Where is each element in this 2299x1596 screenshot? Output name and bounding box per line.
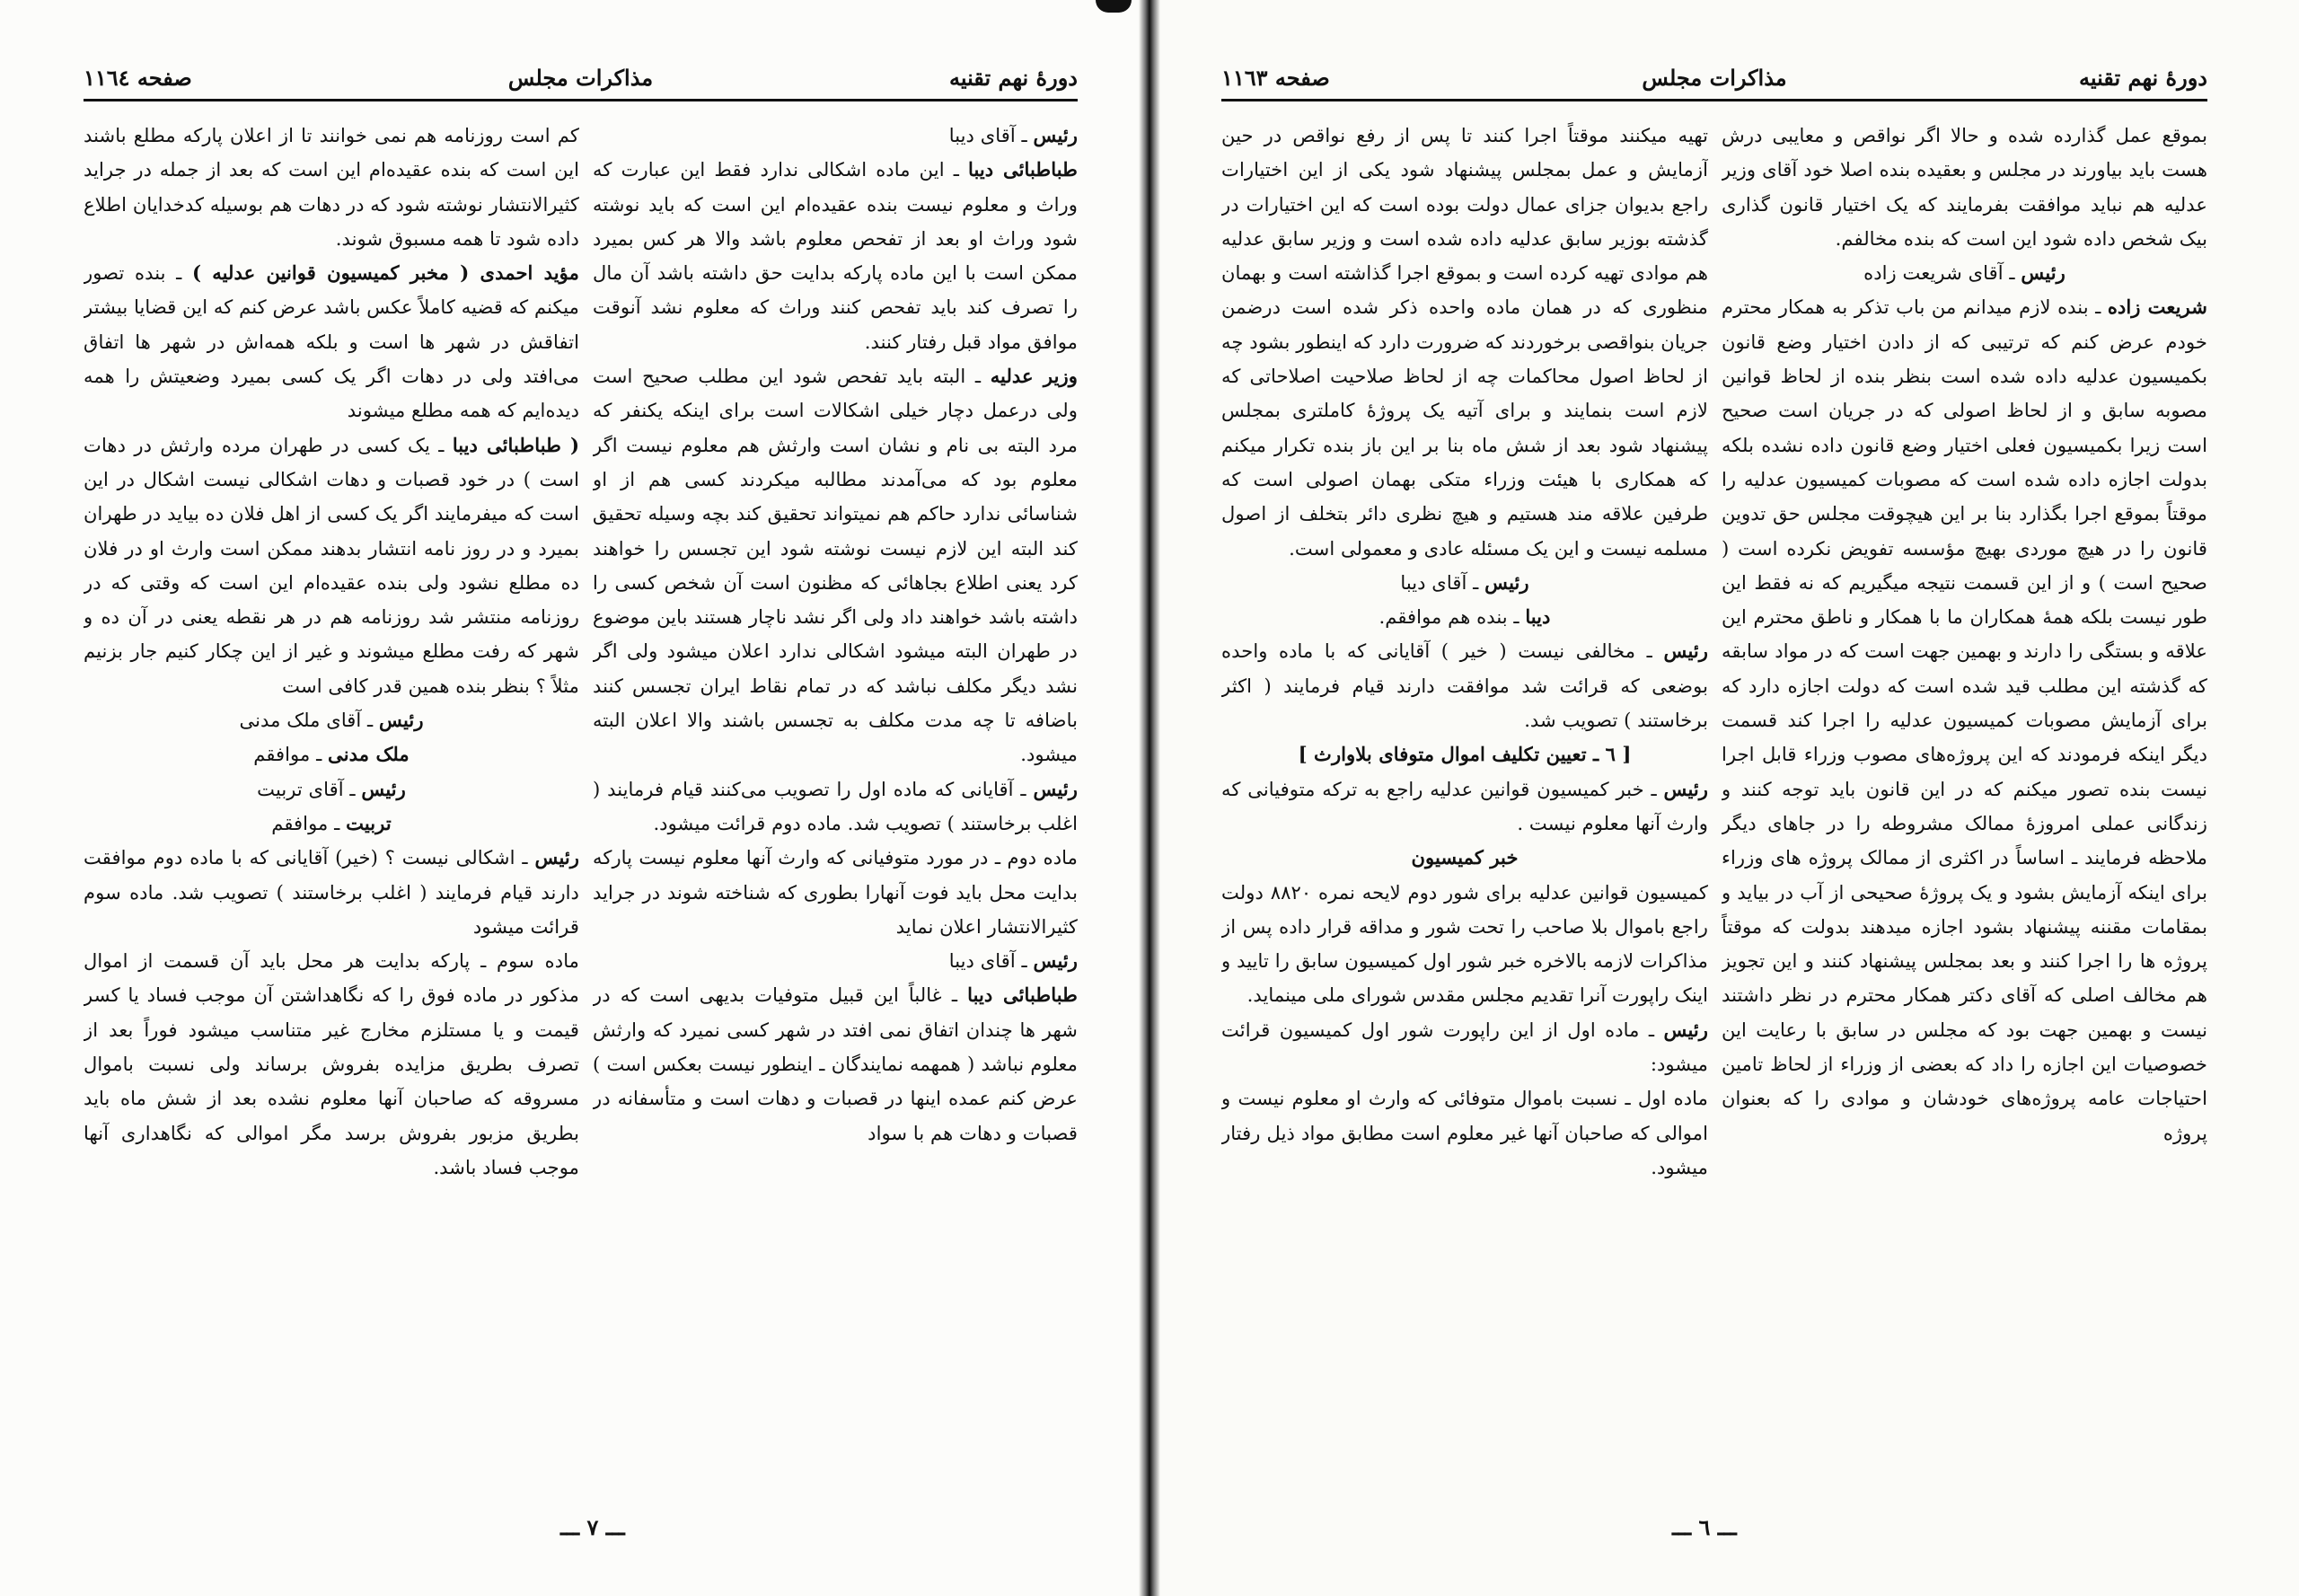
speaker-name: تربیت [346, 811, 392, 834]
speaker-name: طباطبائی دیبا [968, 158, 1078, 181]
paragraph [593, 359, 1078, 772]
paragraph [593, 772, 1078, 842]
left-page-right-column [593, 119, 1078, 1524]
speaker-name: رئیس [1033, 949, 1078, 973]
paragraph [593, 978, 1078, 1150]
paragraph [593, 841, 1078, 944]
paragraph-text: کم است روزنامه هم نمی خوانند تا از اعلان پارکه مطلع باشند این است که بنده عقیده‌ام این است که بعد از جمله در جراید کثیرالانتشار نوشته شود که در دهات هم بوسیله کدخدایان اطلاع داده شود تا همه مسبوق شوند. [84, 124, 579, 250]
paragraph-text: ـ آقای دیبا [1400, 570, 1479, 594]
paragraph-text: ـ خبر کمیسیون قوانین عدلیه راجع به ترکه متوفیانی که وارث آنها معلوم نیست . [1221, 777, 1708, 834]
speaker-name: رئیس [379, 709, 424, 732]
left-header-title: مذاکرات مجلس [507, 65, 654, 91]
speaker-name: رئیس [1484, 570, 1529, 594]
paragraph-text: ـ این ماده اشکالی ندارد فقط این عبارت که وراث و معلوم نیست بنده عقیده‌ام این است که باید نوشته شود وراث او بعد از تفحص معلوم باشد والا هر کس بمیرد ممکن است با این ماده پارکه بدایت حق داشته باشد آن مال را تصرف کند باید تفحص کنند وراث که معلوم نشد آنوقت موافق مواد قبل رفتار کنند. [593, 158, 1078, 353]
left-header-page-number: صفحه ۱۱٦٤ [84, 65, 192, 91]
paragraph-text: ـ بنده تصور میکنم که قضیه کاملاً عکس باشد عرض کنم که این قضایا بیشتر اتفاقش در شهر ها است و بلکه همه‌اش در شهر ها اتفاق می‌افتد ولی در دهات اگر یک کسی بمیرد وضعیتش را همه دیده‌ایم که همه مطلع میشوند [84, 261, 579, 422]
paragraph-text: ـ آقای دیبا [948, 124, 1027, 146]
left-page-left-column [84, 119, 579, 1524]
paragraph [84, 841, 579, 944]
left-page [0, 0, 1139, 1596]
paragraph [1221, 772, 1708, 842]
right-page-left-column [1221, 119, 1708, 1524]
right-page-right-column [1722, 119, 2207, 1524]
paragraph-text: ماده دوم ـ در مورد متوفیانی که وارث آنها معلوم نیست پارکه بدایت محل باید فوت آنهارا بطوری که شناخته شوند در جراید کثیرالانتشار اعلان نماید [593, 846, 1078, 938]
right-header-title: مذاکرات مجلس [1642, 65, 1787, 91]
paragraph-text: ـ البته باید تفحص شود این مطلب صحیح است ولی درعمل دچار خیلی اشکالات است برای اینکه یکنفر که مرد البته بی نام و نشان است وارثش هم معلوم نیست اگر معلوم بود که می‌آمدند مطالبه میکردند کسی هم از او شناسائی ندارد حاکم هم نمیتواند تحقیق کند بچه وسیله تحقیق کند البته این لازم نیست نوشته شود این تجسس را خواهند کرد یعنی اطلاع بجاهائی که مظنون است آن شخص کسی را داشته باشد خواهند داد ولی اگر نشد ناچار هستند باین موضوع در طهران البته میشود اشکالی ندارد اعلان میشود ولی اگر نشد دیگر مکلف نباشد که در تمام نقاط ایران تجسس کنند باضافه تا چه مدت مکلف به تجسس باشند والا اعلان البته میشود. [593, 365, 1078, 766]
right-page [1160, 0, 2299, 1596]
paragraph-text: ماده اول ـ نسبت باموال متوفائی که وارث او معلوم نیست و اموالی که صاحبان آنها غیر معلوم است مطابق مواد ذیل رفتار میشود. [1221, 1087, 1708, 1178]
right-header-page-number: صفحه ۱۱٦٣ [1221, 65, 1330, 91]
paragraph-text: ـ موافقم [271, 811, 340, 834]
paragraph [593, 944, 1078, 978]
paragraph [1221, 600, 1708, 634]
paragraph [593, 119, 1078, 153]
right-page-header [1221, 59, 2207, 101]
speaker-name: رئیس [2021, 261, 2066, 285]
paragraph-text: ـ مخالفی نیست ( خیر ) آقایانی که با ماده واحده بوضعی که قرائت شد موافقت دارند قیام فرمایند ( اکثر برخاستند ) تصویب شد. [1221, 639, 1708, 732]
paragraph [1722, 290, 2207, 1150]
paragraph [1221, 119, 1708, 566]
paragraph-text: ـ غالباً این قبیل متوفیات بدیهی است که در شهر ها چندان اتفاق نمی افتد در شهر کسی نمیرد که وارثش معلوم نباشد ( همهمه نمایندگان ـ اینطور نیست بعکس است ) عرض کنم عمده اینها در قصبات و دهات است و متأسفانه در قصبات و دهات هم با سواد [593, 983, 1078, 1144]
paragraph-text: ـ آقای ملک مدنی [239, 709, 374, 732]
speaker-name: رئیس [534, 846, 579, 869]
paragraph [84, 737, 579, 772]
paragraph [1722, 119, 2207, 256]
paragraph-text: بموقع عمل گذارده شده و حالا اگر نواقص و معایبی درش هست باید بیاورند در مجلس و بعقیده بنده اصلا خود آقای وزیر عدلیه هم نباید موافقت بفرمایند که یک اختیار قانون گذاری بیک شخص داده شود این است که بنده مخالفم. [1722, 124, 2207, 250]
speaker-name: رئیس [1033, 777, 1078, 800]
speaker-name: رئیس [1663, 639, 1708, 663]
paragraph [1221, 566, 1708, 600]
paragraph [84, 807, 579, 841]
speaker-name: ( طباطبائی دیبا [452, 433, 579, 456]
book-spine [1139, 0, 1160, 1596]
paragraph [593, 153, 1078, 359]
section-title: خبر کمیسیون [1411, 846, 1519, 869]
speaker-name: دیبا [1525, 605, 1551, 629]
paragraph [1722, 256, 2207, 290]
speaker-name: وزیر عدلیه [990, 365, 1078, 388]
speaker-name: رئیس [1033, 124, 1078, 146]
paragraph [84, 119, 579, 256]
paragraph-text: ـ آقای شریعت زاده [1863, 261, 2015, 285]
paragraph [84, 428, 579, 703]
paragraph [1221, 634, 1708, 737]
paragraph [84, 256, 579, 428]
paragraph-text: ـ آقای دیبا [948, 949, 1027, 973]
speaker-name: شریعت زاده [2107, 295, 2207, 319]
speaker-name: مؤید احمدی ( مخبر کمیسیون قوانین عدلیه ) [191, 261, 579, 285]
speaker-name: رئیس [1663, 1018, 1708, 1041]
left-header-session: دورهٔ نهم تقنیه [948, 65, 1078, 91]
left-page-header [84, 59, 1078, 101]
paragraph [1221, 876, 1708, 1013]
speaker-name: طباطبائی دیبا [967, 983, 1078, 1007]
paragraph [84, 703, 579, 737]
speaker-name: رئیس [1663, 777, 1708, 800]
paragraph-text: تهیه میکنند موقتاً اجرا کنند تا پس از رفع نواقص در حین آزمایش و عمل بمجلس پیشنهاد شود یکی از این اختیارات راجع بدیوان جزای عمال دولت بوده است که این اختیارات در گذشته بوزیر سابق عدلیه داده شده است و وزیر سابق عدلیه هم موادی تهیه کرده است و بموقع اجرا گذاشته است و بهمان منظوری که در همان ماده واحده ذکر شده است درضمن جریان بنواقصی برخوردند که ضرورت دارد که اینطور بشود چه از لحاظ اصول محاکمات چه از لحاظ صلاحیت اصلاحاتی که لازم است بنمایند و برای آتیه یک پروژهٔ کاملتری بمجلس پیشنهاد شود بعد از شش ماه بنا بر این باز بنده تکرار میکنم که همکاری با هیئت وزراء متکی بهمان اصولی است که طرفین علاقه مند هستیم و هیچ نظری دائر بتخلف از اصول مسلمه نیست و این یک مسئله عادی و معمولی است. [1221, 124, 1708, 560]
paragraph-text: ـ اشکالی نیست ؟ (خیر) آقایانی که با ماده دوم موافقت دارند قیام فرمایند ( اغلب برخاستند ) تصویب شد. ماده سوم قرائت میشود [84, 846, 579, 938]
right-page-footer: ـــ ٦ ـــ [1672, 1514, 1737, 1540]
paragraph-text: ـ بنده هم موافقم. [1379, 605, 1519, 629]
paragraph-text: ـ ماده اول از این راپورت شور اول کمیسیون قرائت میشود: [1221, 1018, 1708, 1076]
paragraph-text: ـ بنده لازم میدانم من باب تذکر به همکار محترم خودم عرض کنم که ترتیبی که از دادن اختیار وضع قانون بکمیسیون عدلیه داده شده است بنظر بنده از لحاظ قوانین مصوبه سابق و از لحاظ اصولی که در جریان است صحیح است زیرا بکمیسیون فعلی اختیار وضع قانون داده نشده بلکه بدولت اجازه داده شده است که مصوبات کمیسیون عدلیه را موقتاً بموقع اجرا بگذارد بنا بر این هیچوقت مجلس حق تدوین قانون را در هیچ موردی بهیچ مؤسسه تفویض نکرده است ( صحیح است ) و از این قسمت نتیجه میگیریم که نه فقط این طور نیست بلکه همهٔ همکاران ما با همکار و ناطق محترم این علاقه و بستگی را دارند و بهمین جهت است که در مواد سابقه که گذشته این مطلب قید شده است که دولت اجازه دارد که برای آزمایش مصوبات کمیسیون عدلیه را اجرا کند قسمت دیگر اینکه فرمودند که این پروژه‌های مصوب وزراء قابل اجرا نیست بنده تصور میکنم که در این قانون باید توجه کنند و زندگانی عملی امروزهٔ ممالک مشروطه را در جاهای دیگر ملاحظه فرمایند ـ اساساً در اکثری از ممالک پروژه های وزراء برای اینکه آزمایش بشود و یک پروژهٔ صحیحی از آب در بیاید و بمقامات مقننه پیشنهاد بشود اجازه میدهند بدولت که موقتاً پروژه ها را اجرا کنند و بعد بمجلس پیشنهاد کنند و این تجویز هم مخالف اصلی که آقای دکتر همکار محترم در نظر داشتند نیست و بهمین جهت بود که مجلس در سابق با رعایت این خصوصیات این اجازه را داد که بعضی از وزراء از لحاظ تامین احتیاجات عامه پروژه‌های خودشان و موادی را که بعنوان پروژه [1722, 295, 2207, 1144]
speaker-name: ملک مدنی [328, 743, 410, 766]
paragraph [84, 944, 579, 1185]
paragraph-text: ـ موافقم [253, 743, 322, 766]
paragraph-text: ـ آقایانی که ماده اول را تصویب می‌کنند قیام فرمایند ( اغلب برخاستند ) تصویب شد. ماده دوم قرائت میشود. [593, 777, 1078, 834]
paragraph [1221, 1013, 1708, 1082]
paragraph-text: کمیسیون قوانین عدلیه برای شور دوم لایحه نمره ۸۸۲۰ دولت راجع باموال بلا صاحب را تحت شور و مداقه قرار داده پس از مذاکرات لازمه بالاخره خبر شور اول کمیسیون سابق را تایید و اینک راپورت آنرا تقدیم مجلس مقدس شورای ملی مینماید. [1221, 880, 1708, 1007]
right-header-session: دورهٔ نهم تقنیه [2078, 65, 2207, 91]
paragraph-text: ـ یک کسی در طهران مرده وارثش در دهات است ) در خود قصبات و دهات اشکالی نیست اشکال در این است که میفرمایند اگر یک کسی از اهل فلان ده بیاید در طهران بمیرد و در روز نامه انتشار بدهند ممکن است وارث او در فلان ده مطلع نشود ولی بنده عقیده‌ام این است که وقتی که در روزنامه منتشر شد روزنامه هم در هر نقطه یعنی در آن ده و شهر که رفت مطلع میشوند و غیر از این چکار کنیم جار بزنیم مثلاً ؟ بنظر بنده همین قدر کافی است [84, 433, 579, 697]
paragraph [1221, 1081, 1708, 1185]
paragraph-text: ـ آقای تربیت [257, 777, 356, 800]
paragraph-text: ماده سوم ـ پارکه بدایت هر محل باید آن قسمت از اموال مذکور در ماده فوق را که نگاهداشتن آن موجب فساد یا کسر قیمت و یا مستلزم مخارج غیر متناسب میشود فوراً بعد از تصرف بطریق مزایده بفروش برساند ولی نسبت باموال مسروقه که صاحبان آنها معلوم نشده بعد از شش ماه باید بطریق مزبور بفروش برسد مگر اموالی که نگاهداری آنها موجب فساد باشد. [84, 949, 579, 1178]
section-title: [ ٦ ـ تعیین تکلیف اموال متوفای بلاوارث ] [1298, 743, 1632, 766]
speaker-name: رئیس [361, 777, 406, 800]
left-page-footer: ـــ ٧ ـــ [560, 1514, 625, 1540]
paragraph [84, 772, 579, 807]
